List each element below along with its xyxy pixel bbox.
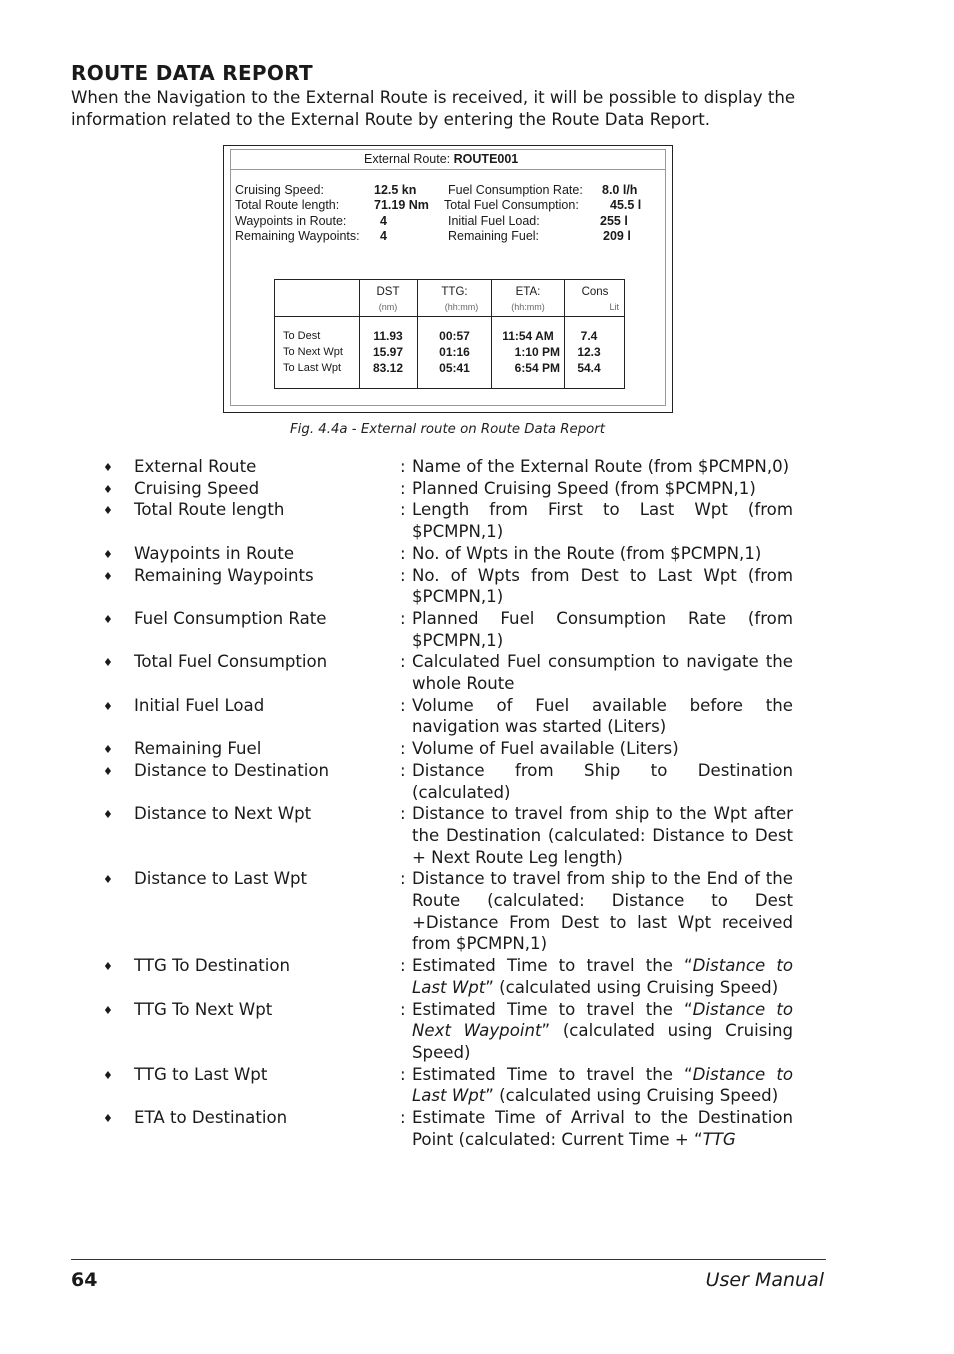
definition-term: Remaining Waypoints (134, 565, 314, 585)
definition-item (0, 955, 954, 998)
definition-description: Planned Cruising Speed (from $PCMPN,1) (412, 478, 756, 498)
table-cell: 00:57 (439, 329, 470, 343)
definition-description: No. of Wpts from Dest to Last Wpt (from $PCMPN,1) (412, 565, 793, 607)
description-emphasis: Distance to Last Wpt (412, 1064, 793, 1106)
definition-colon: : (400, 999, 406, 1019)
table-cell: 83.12 (372, 361, 404, 375)
definition-list (0, 456, 954, 1151)
diamond-bullet-icon: ♦ (103, 873, 113, 887)
table-header-divider (275, 316, 624, 317)
stat-value: 8.0 l/h (602, 183, 638, 197)
definition-term: Cruising Speed (134, 478, 260, 498)
table-cell: 01:16 (439, 345, 470, 359)
column-unit: (hh:mm) (511, 302, 545, 312)
row-label: To Next Wpt (283, 346, 343, 358)
definition-description (412, 999, 793, 1064)
definition-term: TTG to Last Wpt (134, 1064, 268, 1084)
stat-label: Total Route length: (235, 198, 340, 212)
stat-value: 45.5 l (610, 198, 642, 212)
table-cell: 6:54 PM (514, 361, 560, 375)
definition-item (0, 803, 954, 868)
row-label: To Dest (283, 330, 321, 342)
definition-item (0, 565, 954, 608)
diamond-bullet-icon: ♦ (103, 612, 113, 626)
page-title: ROUTE DATA REPORT (71, 61, 313, 85)
definition-term: Initial Fuel Load (134, 695, 265, 715)
table-cell: 05:41 (439, 361, 470, 375)
stat-label: Fuel Consumption Rate: (448, 183, 583, 197)
page-number: 64 (71, 1269, 98, 1291)
diamond-bullet-icon: ♦ (103, 960, 113, 974)
definition-colon: : (400, 956, 406, 976)
stat-label: Initial Fuel Load: (448, 214, 540, 228)
stat-value: 4 (380, 214, 387, 228)
definition-description: Distance from Ship to Destination (calculated) (412, 760, 793, 802)
definition-description: No. of Wpts in the Route (from $PCMPN,1) (412, 543, 762, 563)
stat-value: 4 (380, 229, 387, 243)
diamond-bullet-icon: ♦ (103, 808, 113, 822)
table-cell: 11.93 (373, 329, 403, 343)
definition-colon: : (400, 869, 406, 889)
figure-caption: Fig. 4.4a - External route on Route Data Report (290, 422, 605, 437)
definition-term: TTG To Next Wpt (134, 999, 273, 1019)
external-route-label: External Route: (364, 152, 451, 166)
stat-value: 255 l (600, 214, 628, 228)
definition-description: Length from First to Last Wpt (from $PCMPN,1) (412, 500, 793, 542)
definition-term: External Route (134, 457, 257, 476)
description-emphasis: Distance to Next Waypoint (412, 999, 793, 1041)
definition-item (0, 1107, 954, 1150)
definition-term: Distance to Last Wpt (134, 869, 308, 889)
definition-term: Waypoints in Route (134, 543, 295, 563)
stat-value: 12.5 kn (374, 183, 417, 197)
diamond-bullet-icon: ♦ (103, 764, 113, 778)
description-text: ” (calculated using Cruising Speed) (485, 977, 779, 997)
definition-item (0, 608, 954, 651)
column-header: Cons (581, 286, 609, 298)
column-unit: Lit (609, 302, 619, 312)
definition-item (0, 499, 954, 542)
diamond-bullet-icon: ♦ (103, 547, 113, 561)
definition-term: Distance to Next Wpt (134, 804, 312, 824)
diamond-bullet-icon: ♦ (103, 699, 113, 713)
definition-colon: : (400, 500, 406, 520)
table-cell: 1:10 PM (514, 345, 560, 359)
table-cell: 15.97 (372, 345, 404, 359)
definition-colon: : (400, 478, 406, 498)
diamond-bullet-icon: ♦ (103, 1112, 113, 1126)
diamond-bullet-icon: ♦ (103, 1003, 113, 1017)
description-text: ” (calculated using Cruising Speed) (412, 1021, 793, 1062)
intro-paragraph: When the Navigation to the External Route is received, it will be possible to display the information related to the External Route by entering the Route Data Report. (71, 88, 796, 129)
definition-description (412, 955, 793, 998)
column-header: ETA: (515, 286, 541, 298)
diamond-bullet-icon: ♦ (103, 482, 113, 496)
definition-colon: : (400, 652, 406, 672)
column-header: DST (376, 286, 400, 298)
definition-description: Planned Fuel Consumption Rate (from $PCMPN,1) (412, 608, 793, 650)
description-text: ” (calculated using Cruising Speed) (485, 1086, 779, 1106)
stat-label: Remaining Fuel: (448, 229, 540, 243)
route-data-table (274, 279, 625, 389)
definition-description (412, 1107, 793, 1150)
route-data-report-figure (223, 145, 673, 413)
definition-description: Name of the External Route (from $PCMPN,0) (412, 457, 790, 476)
definition-description: Distance to travel from ship to the Wpt after the Destination (calculated: Distance to Dest + Next Route Leg length) (412, 804, 793, 867)
definition-item (0, 695, 954, 738)
table-cell: 11:54 AM (502, 329, 554, 343)
stat-label: Remaining Waypoints: (235, 229, 360, 243)
definition-colon: : (400, 1108, 406, 1128)
definition-colon: : (400, 543, 406, 563)
description-text: Estimated Time to travel the “ (412, 956, 693, 976)
table-cell: 7.4 (580, 329, 598, 343)
definition-term: Distance to Destination (134, 760, 329, 780)
description-emphasis: TTG (702, 1129, 736, 1149)
definition-term: Total Route length (134, 500, 285, 520)
definition-item (0, 651, 954, 694)
footer-divider (71, 1259, 826, 1260)
definition-term: Remaining Fuel (134, 739, 262, 759)
definition-colon: : (400, 457, 406, 476)
column-unit: (nm) (378, 302, 398, 312)
manual-label: User Manual (705, 1269, 824, 1291)
figure-divider (230, 169, 666, 170)
definition-item (0, 999, 954, 1064)
definition-item (0, 760, 954, 803)
column-unit: (hh:mm) (444, 302, 479, 312)
diamond-bullet-icon: ♦ (103, 1068, 113, 1082)
definition-colon: : (400, 565, 406, 585)
definition-item (0, 543, 954, 565)
diamond-bullet-icon: ♦ (103, 461, 113, 474)
definition-term: ETA to Destination (134, 1108, 288, 1128)
definition-colon: : (400, 760, 406, 780)
definition-description: Volume of Fuel available before the navigation was started (Liters) (412, 695, 793, 737)
definition-colon: : (400, 804, 406, 824)
definition-description (412, 1064, 793, 1107)
stat-label: Total Fuel Consumption: (444, 198, 579, 212)
definition-term: Fuel Consumption Rate (134, 608, 327, 628)
diamond-bullet-icon: ♦ (103, 569, 113, 583)
definition-description: Calculated Fuel consumption to navigate the whole Route (412, 652, 793, 694)
definition-colon: : (400, 695, 406, 715)
stat-value: 209 l (603, 229, 631, 243)
column-header: TTG: (441, 286, 468, 298)
description-text: Estimated Time to travel the “ (412, 1064, 693, 1084)
definition-term: Total Fuel Consumption (134, 652, 328, 672)
diamond-bullet-icon: ♦ (103, 656, 113, 670)
stat-value: 71.19 Nm (374, 198, 429, 212)
definition-description: Distance to travel from ship to the End of the Route (calculated: Distance to Dest +Distance From Dest to last Wpt received from $PCMPN,1) (412, 869, 793, 954)
definition-colon: : (400, 739, 406, 759)
row-label: To Last Wpt (283, 362, 342, 374)
definition-term: TTG To Destination (134, 956, 291, 976)
definition-item (0, 1064, 954, 1107)
stat-label: Cruising Speed: (235, 183, 324, 197)
definition-colon: : (400, 1064, 406, 1084)
diamond-bullet-icon: ♦ (103, 743, 113, 757)
diamond-bullet-icon: ♦ (103, 504, 113, 518)
table-cell: 54.4 (577, 361, 601, 375)
definition-item (0, 478, 954, 500)
definition-colon: : (400, 608, 406, 628)
stat-label: Waypoints in Route: (235, 214, 347, 228)
definition-description: Volume of Fuel available (Liters) (412, 739, 679, 759)
description-emphasis: Distance to Last Wpt (412, 956, 793, 997)
definition-item (0, 868, 954, 955)
definition-item (0, 456, 954, 478)
table-cell: 12.3 (577, 345, 601, 359)
description-text: Estimate Time of Arrival to the Destination Point (calculated: Current Time + “ (412, 1108, 793, 1149)
external-route-value: ROUTE001 (453, 152, 519, 166)
figure-header (364, 152, 518, 166)
description-text: Estimated Time to travel the “ (412, 999, 693, 1019)
definition-item (0, 738, 954, 760)
